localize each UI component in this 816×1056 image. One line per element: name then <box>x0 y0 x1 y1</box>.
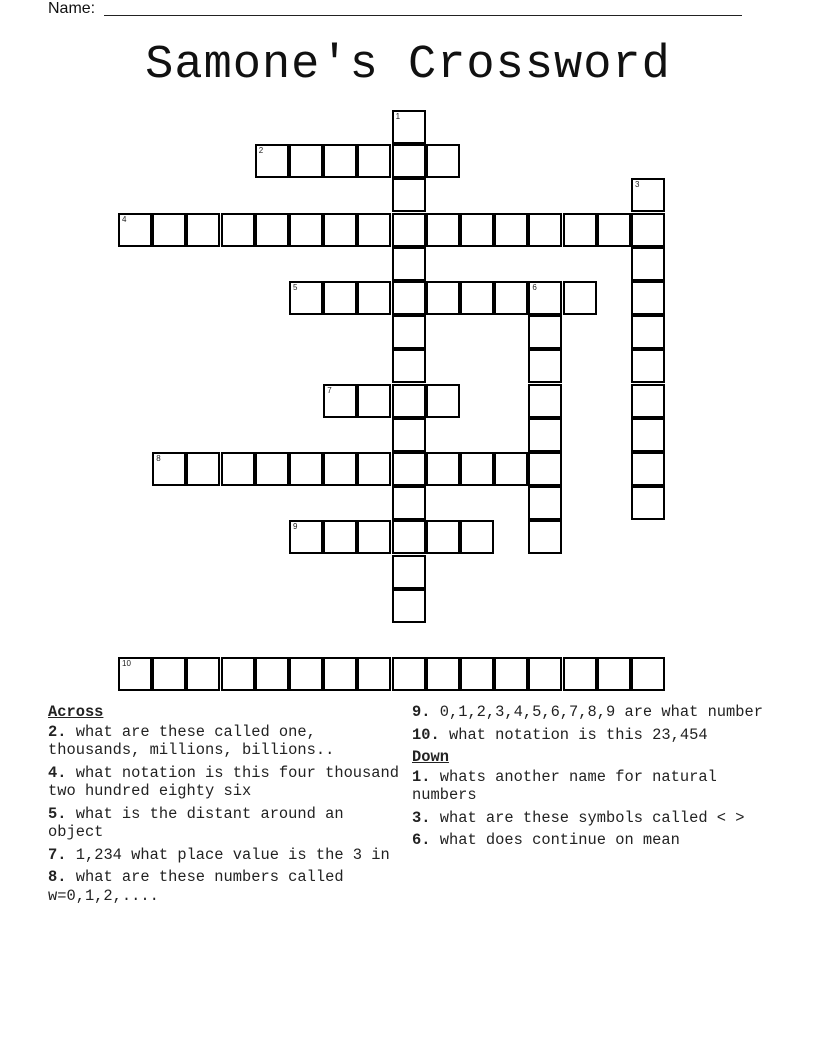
clue-across-8: 8. what are these numbers called w=0,1,2,.... <box>48 868 344 905</box>
crossword-cell[interactable] <box>392 144 426 178</box>
crossword-cell[interactable] <box>494 213 528 247</box>
crossword-cell[interactable] <box>631 281 665 315</box>
crossword-cell[interactable] <box>426 144 460 178</box>
clue-number: 3 <box>635 180 640 190</box>
crossword-cell[interactable] <box>563 213 597 247</box>
crossword-cell[interactable] <box>357 281 391 315</box>
crossword-cell[interactable] <box>426 281 460 315</box>
crossword-cell[interactable] <box>631 178 665 212</box>
crossword-cell[interactable] <box>323 657 357 691</box>
crossword-cell[interactable] <box>597 657 631 691</box>
crossword-cell[interactable] <box>528 657 562 691</box>
crossword-cell[interactable] <box>357 144 391 178</box>
crossword-cell[interactable] <box>118 657 152 691</box>
crossword-cell[interactable] <box>392 520 426 554</box>
crossword-cell[interactable] <box>357 657 391 691</box>
crossword-cell[interactable] <box>631 315 665 349</box>
crossword-cell[interactable] <box>426 213 460 247</box>
crossword-cell[interactable] <box>528 281 562 315</box>
clue-number: 9 <box>293 522 298 532</box>
crossword-cell[interactable] <box>255 213 289 247</box>
crossword-cell[interactable] <box>186 213 220 247</box>
crossword-cell[interactable] <box>221 213 255 247</box>
crossword-cell[interactable] <box>255 452 289 486</box>
crossword-cell[interactable] <box>323 281 357 315</box>
crossword-cell[interactable] <box>289 144 323 178</box>
crossword-cell[interactable] <box>426 520 460 554</box>
page-title: Samone's Crossword <box>145 39 671 92</box>
clue-number: 10 <box>122 659 131 669</box>
crossword-cell[interactable] <box>323 213 357 247</box>
crossword-cell[interactable] <box>357 520 391 554</box>
down-heading: Down <box>412 748 449 766</box>
crossword-cell[interactable] <box>528 349 562 383</box>
crossword-cell[interactable] <box>528 418 562 452</box>
crossword-cell[interactable] <box>563 657 597 691</box>
crossword-cell[interactable] <box>392 657 426 691</box>
clue-across-10: 10. what notation is this 23,454 <box>412 725 708 744</box>
clue-down-3: 3. what are these symbols called < > <box>412 808 745 827</box>
crossword-cell[interactable] <box>152 657 186 691</box>
clue-across-4: 4. what notation is this four thousand two hundred eighty six <box>48 763 399 800</box>
clue-across-9: 9. 0,1,2,3,4,5,6,7,8,9 are what number <box>412 703 763 721</box>
crossword-cell[interactable] <box>494 452 528 486</box>
crossword-cell[interactable] <box>494 281 528 315</box>
crossword-cell[interactable] <box>392 247 426 281</box>
crossword-cell[interactable] <box>357 452 391 486</box>
crossword-cell[interactable] <box>631 349 665 383</box>
crossword-cell[interactable] <box>460 213 494 247</box>
crossword-cell[interactable] <box>392 589 426 623</box>
clue-number: 2 <box>258 146 264 156</box>
crossword-cell[interactable] <box>323 520 357 554</box>
crossword-cell[interactable] <box>289 657 323 691</box>
crossword-cell[interactable] <box>289 520 323 554</box>
clue-across-2: 2. what are these called one, thousands, millions, billions.. <box>48 722 335 759</box>
clues-left-column <box>48 703 408 909</box>
clue-number: 5 <box>293 283 298 292</box>
clue-number: 7 <box>327 385 332 395</box>
crossword-cell[interactable] <box>528 452 562 486</box>
crossword-cell[interactable] <box>357 384 391 418</box>
crossword-cell[interactable] <box>426 384 460 418</box>
crossword-cell[interactable] <box>221 657 255 691</box>
crossword-cell[interactable] <box>392 349 426 383</box>
crossword-cell[interactable] <box>357 213 391 247</box>
name-label: Name: <box>48 0 96 17</box>
clue-number: 8 <box>156 454 161 463</box>
crossword-cell[interactable] <box>323 144 357 178</box>
crossword-cell[interactable] <box>631 452 665 486</box>
crossword-cell[interactable] <box>289 213 323 247</box>
crossword-cell[interactable] <box>392 418 426 452</box>
crossword-cell[interactable] <box>528 315 562 349</box>
crossword-cell[interactable] <box>597 213 631 247</box>
clue-number: 4 <box>122 214 127 224</box>
crossword-cell[interactable] <box>460 657 494 691</box>
crossword-cell[interactable] <box>323 452 357 486</box>
crossword-cell[interactable] <box>392 213 426 247</box>
crossword-cell[interactable] <box>460 281 494 315</box>
crossword-cell[interactable] <box>323 384 357 418</box>
crossword-cell[interactable] <box>631 247 665 281</box>
crossword-cell[interactable] <box>563 281 597 315</box>
crossword-cell[interactable] <box>460 520 494 554</box>
crossword-cell[interactable] <box>460 452 494 486</box>
crossword-cell[interactable] <box>392 110 426 144</box>
crossword-cell[interactable] <box>631 486 665 520</box>
clue-number: 1 <box>395 112 401 121</box>
clue-number: 6 <box>532 283 537 292</box>
crossword-cell[interactable] <box>152 213 186 247</box>
crossword-cell[interactable] <box>392 486 426 520</box>
crossword-cell[interactable] <box>392 384 426 418</box>
crossword-cell[interactable] <box>528 213 562 247</box>
clue-down-1: 1. whats another name for natural numbers <box>412 767 717 804</box>
crossword-cell[interactable] <box>631 657 665 691</box>
crossword-cell[interactable] <box>289 281 323 315</box>
crossword-cell[interactable] <box>392 281 426 315</box>
clue-across-5: 5. what is the distant around an object <box>48 804 344 841</box>
crossword-cell[interactable] <box>118 213 152 247</box>
across-heading: Across <box>48 703 104 721</box>
crossword-cell[interactable] <box>255 144 289 178</box>
crossword-cell[interactable] <box>528 486 562 520</box>
crossword-cell[interactable] <box>528 384 562 418</box>
crossword-cell[interactable] <box>631 384 665 418</box>
clue-across-7: 7. 1,234 what place value is the 3 in <box>48 845 390 864</box>
crossword-cell[interactable] <box>631 418 665 452</box>
crossword-cell[interactable] <box>392 555 426 589</box>
crossword-cell[interactable] <box>186 452 220 486</box>
crossword-cell[interactable] <box>494 657 528 691</box>
crossword-cell[interactable] <box>631 213 665 247</box>
crossword-cell[interactable] <box>255 657 289 691</box>
crossword-cell[interactable] <box>426 452 460 486</box>
crossword-cell[interactable] <box>221 452 255 486</box>
clue-down-6: 6. what does continue on mean <box>412 831 680 849</box>
crossword-cell[interactable] <box>426 657 460 691</box>
clues-right-column <box>412 703 772 854</box>
crossword-cell[interactable] <box>152 452 186 486</box>
crossword-cell[interactable] <box>289 452 323 486</box>
crossword-cell[interactable] <box>392 315 426 349</box>
crossword-cell[interactable] <box>528 520 562 554</box>
crossword-cell[interactable] <box>186 657 220 691</box>
crossword-cell[interactable] <box>392 178 426 212</box>
crossword-cell[interactable] <box>392 452 426 486</box>
